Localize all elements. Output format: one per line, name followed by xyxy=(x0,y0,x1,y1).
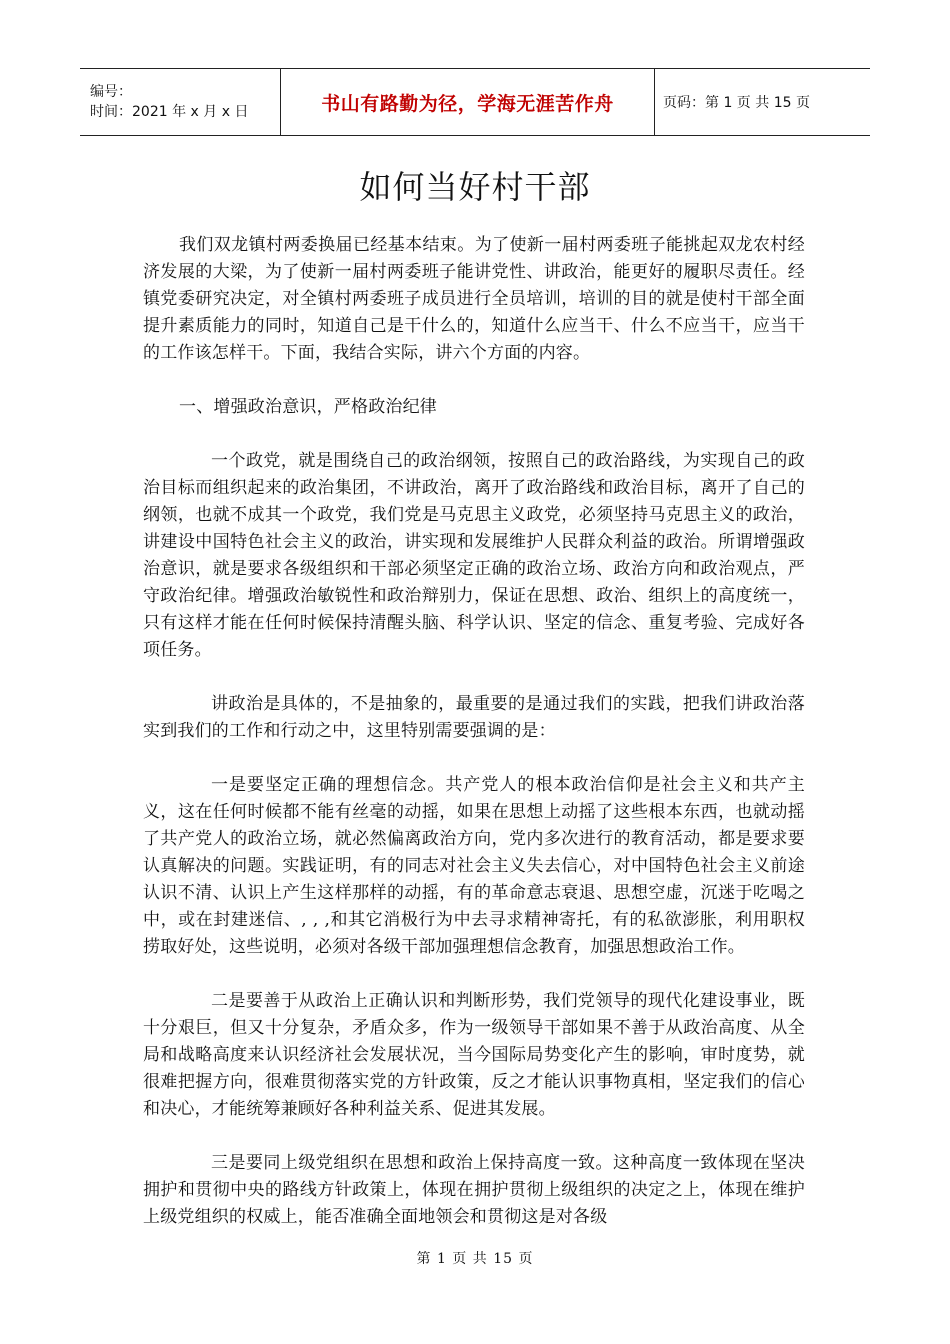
paragraph: 二是要善于从政治上正确认识和判断形势，我们党领导的现代化建设事业，既十分艰巨，但又十分复杂，矛盾众多，作为一级领导干部如果不善于从政治高度、从全局和战略高度来认识经济社会发展状况，当今国际局势变化产生的影响，审时度势，就很难把握方向，很难贯彻落实党的方针政策，反之才能认识事物真相，坚定我们的信心和决心，才能统筹兼顾好各种利益关系、促进其发展。 xyxy=(143,991,805,1119)
header-motto-cell xyxy=(281,69,655,135)
paragraph: 一是要坚定正确的理想信念。共产党人的根本政治信仰是社会主义和共产主义，这在任何时候都不能有丝毫的动摇，如果在思想上动摇了这些根本东西，也就动摇了共产党人的政治立场，就必然偏离政治方向，党内多次进行的教育活动，都是要求要认真解决的问题。实践证明，有的同志对社会主义失去信心，对中国特色社会主义前途认识不清、认识上产生这样那样的动摇，有的革命意志衰退、思想空虚，沉迷于吃喝之中，或在封建迷信、, , ,和其它消极行为中去寻求精神寄托，有的私欲澎胀，利用职权捞取好处，这些说明，必须对各级干部加强理想信念教育，加强思想政治工作。 xyxy=(143,775,805,957)
page-info: 页码：第 1 页 共 15 页 xyxy=(663,95,810,111)
paragraph: 讲政治是具体的，不是抽象的，最重要的是通过我们的实践，把我们讲政治落实到我们的工作和行动之中，这里特别需要强调的是： xyxy=(143,694,805,741)
page-footer: 第 1 页 共 15 页 xyxy=(416,1251,534,1267)
motto: 书山有路勤为径，学海无涯苦作舟 xyxy=(321,92,614,115)
document-body xyxy=(143,232,805,1258)
document-header xyxy=(80,68,870,136)
header-page-cell xyxy=(655,69,870,135)
time-label: 时间：2021 年 x 月 x 日 xyxy=(90,104,249,120)
number-label: 编号： xyxy=(90,84,132,100)
document-title: 如何当好村干部 xyxy=(359,168,591,206)
paragraph: 三是要同上级党组织在思想和政治上保持高度一致。这种高度一致体现在坚决拥护和贯彻中央的路线方针政策上，体现在拥护贯彻上级组织的决定之上，体现在维护上级党组织的权威上，能否准确全面地领会和贯彻这是对各级 xyxy=(143,1153,805,1227)
header-meta xyxy=(80,69,281,135)
paragraph-intro: 我们双龙镇村两委换届已经基本结束。为了使新一届村两委班子能挑起双龙农村经济发展的大梁，为了使新一届村两委班子能讲党性、讲政治，能更好的履职尽责任。经镇党委研究决定，对全镇村两委班子成员进行全员培训，培训的目的就是使村干部全面提升素质能力的同时，知道自己是干什么的，知道什么应当干、什么不应当干，应当干的工作该怎样干。下面，我结合实际，讲六个方面的内容。 xyxy=(143,235,805,363)
section-heading: 一、增强政治意识，严格政治纪律 xyxy=(179,397,437,417)
paragraph: 一个政党，就是围绕自己的政治纲领，按照自己的政治路线，为实现自己的政治目标而组织起来的政治集团，不讲政治，离开了政治路线和政治目标，离开了自己的纲领，也就不成其一个政党，我们党是马克思主义政党，必须坚持马克思主义的政治，讲建设中国特色社会主义的政治，讲实现和发展维护人民群众利益的政治。所谓增强政治意识，就是要求各级组织和干部必须坚定正确的政治立场、政治方向和政治观点，严守政治纪律。增强政治敏锐性和政治辩别力，保证在思想、政治、组织上的高度统一，只有这样才能在任何时候保持清醒头脑、科学认识、坚定的信念、重复考验、完成好各项任务。 xyxy=(143,451,805,660)
